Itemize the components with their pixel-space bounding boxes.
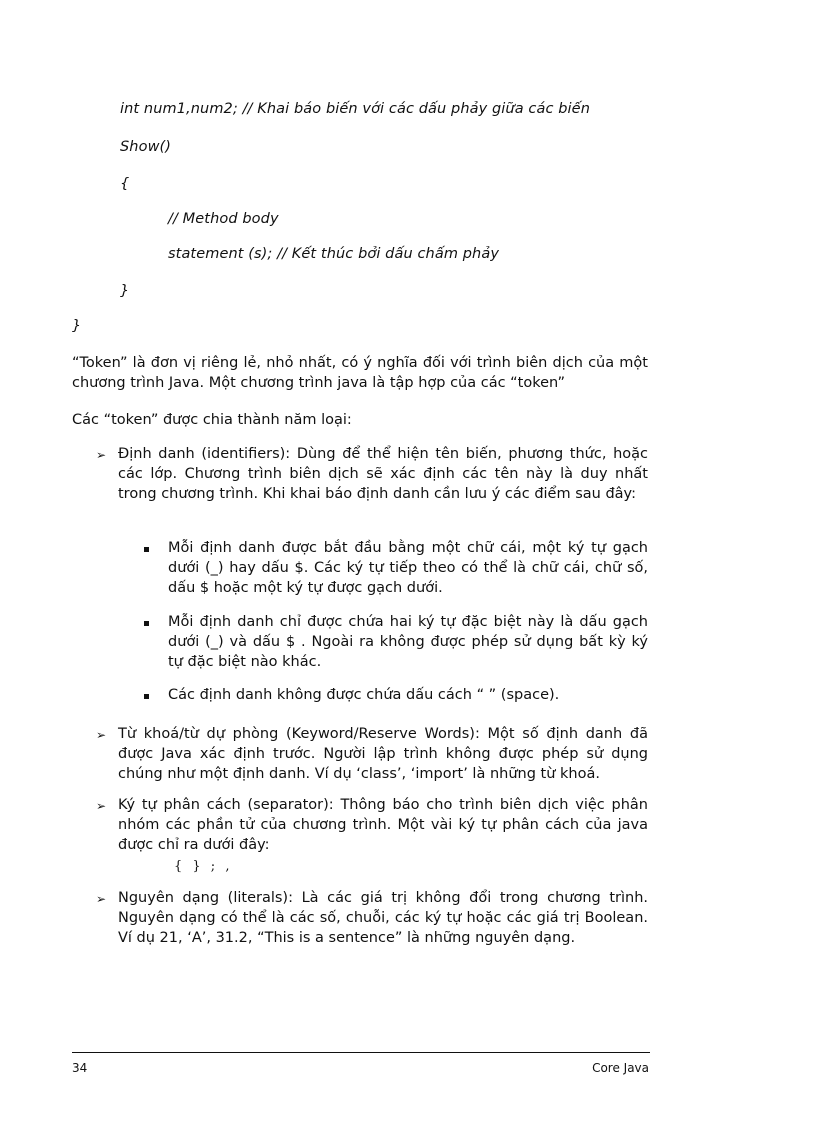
list-item-keywords [96, 724, 648, 784]
list-item-separators [96, 795, 648, 855]
list-item-text: Từ khoá/từ dự phòng (Keyword/Reserve Words): Một số định danh đã được Java xác định trước. Người lập trình không được phép sử dụng chúng như một định danh. Ví dụ ‘class’, ‘import’ là những từ khoá. [118, 726, 648, 782]
sub-list-item [144, 612, 648, 672]
code-line-open-brace: { [120, 176, 130, 192]
separator-characters: { } ; , [174, 859, 233, 874]
arrow-bullet-icon: ➢ [96, 892, 107, 906]
square-bullet-icon [144, 621, 149, 626]
code-line-close-brace: } [120, 283, 130, 299]
list-item-literals [96, 888, 648, 948]
list-item-identifiers [96, 444, 648, 504]
code-line-method-body-comment: // Method body [168, 211, 279, 227]
sub-list-item-text: Mỗi định danh được bắt đầu bằng một chữ cái, một ký tự gạch dưới (_) hay dấu $. Các ký tự tiếp theo có thể là chữ cái, chữ số, dấu $ hoặc một ký tự được gạch dưới. [168, 540, 648, 596]
token-types-paragraph: Các “token” được chia thành năm loại: [72, 412, 352, 428]
code-line-method-signature: Show() [120, 139, 172, 155]
arrow-bullet-icon: ➢ [96, 799, 107, 813]
list-item-text: Ký tự phân cách (separator): Thông báo cho trình biên dịch việc phân nhóm các phần tử của chương trình. Một vài ký tự phân cách của java được chỉ ra dưới đây: [118, 797, 648, 853]
sub-list-item-text: Mỗi định danh chỉ được chứa hai ký tự đặc biệt này là dấu gạch dưới (_) và dấu $ . Ngoài ra không được phép sử dụng bất kỳ ký tự đặc biệt nào khác. [168, 614, 648, 670]
page-number: 34 [72, 1061, 88, 1075]
sub-list-item [144, 538, 648, 598]
list-item-text: Nguyên dạng (literals): Là các giá trị không đổi trong chương trình. Nguyên dạng có thể là các số, chuỗi, các ký tự hoặc các giá trị Boolean. Ví dụ 21, ‘A’, 31.2, “This is a sentence” là những nguyên dạng. [118, 890, 648, 946]
footer-title: Core Java [592, 1061, 649, 1075]
code-line-class-close-brace: } [72, 318, 82, 334]
footer-divider [72, 1052, 650, 1053]
token-definition-paragraph: “Token” là đơn vị riêng lẻ, nhỏ nhất, có ý nghĩa đối với trình biên dịch của một chương trình Java. Một chương trình java là tập hợp của các “token” [72, 355, 648, 391]
arrow-bullet-icon: ➢ [96, 728, 107, 742]
square-bullet-icon [144, 547, 149, 552]
code-line-statement: statement (s); // Kết thúc bởi dấu chấm phảy [168, 246, 500, 262]
sub-list-item [144, 685, 648, 705]
sub-list-item-text: Các định danh không được chứa dấu cách “ ” (space). [168, 687, 560, 703]
code-line-variable-declaration: int num1,num2; // Khai báo biến với các dấu phảy giữa các biến [120, 101, 590, 117]
list-item-text: Định danh (identifiers): Dùng để thể hiện tên biến, phương thức, hoặc các lớp. Chương trình biên dịch sẽ xác định các tên này là duy nhất trong chương trình. Khi khai báo định danh cần lưu ý các điểm sau đây: [118, 446, 648, 502]
square-bullet-icon [144, 694, 149, 699]
arrow-bullet-icon: ➢ [96, 448, 107, 462]
